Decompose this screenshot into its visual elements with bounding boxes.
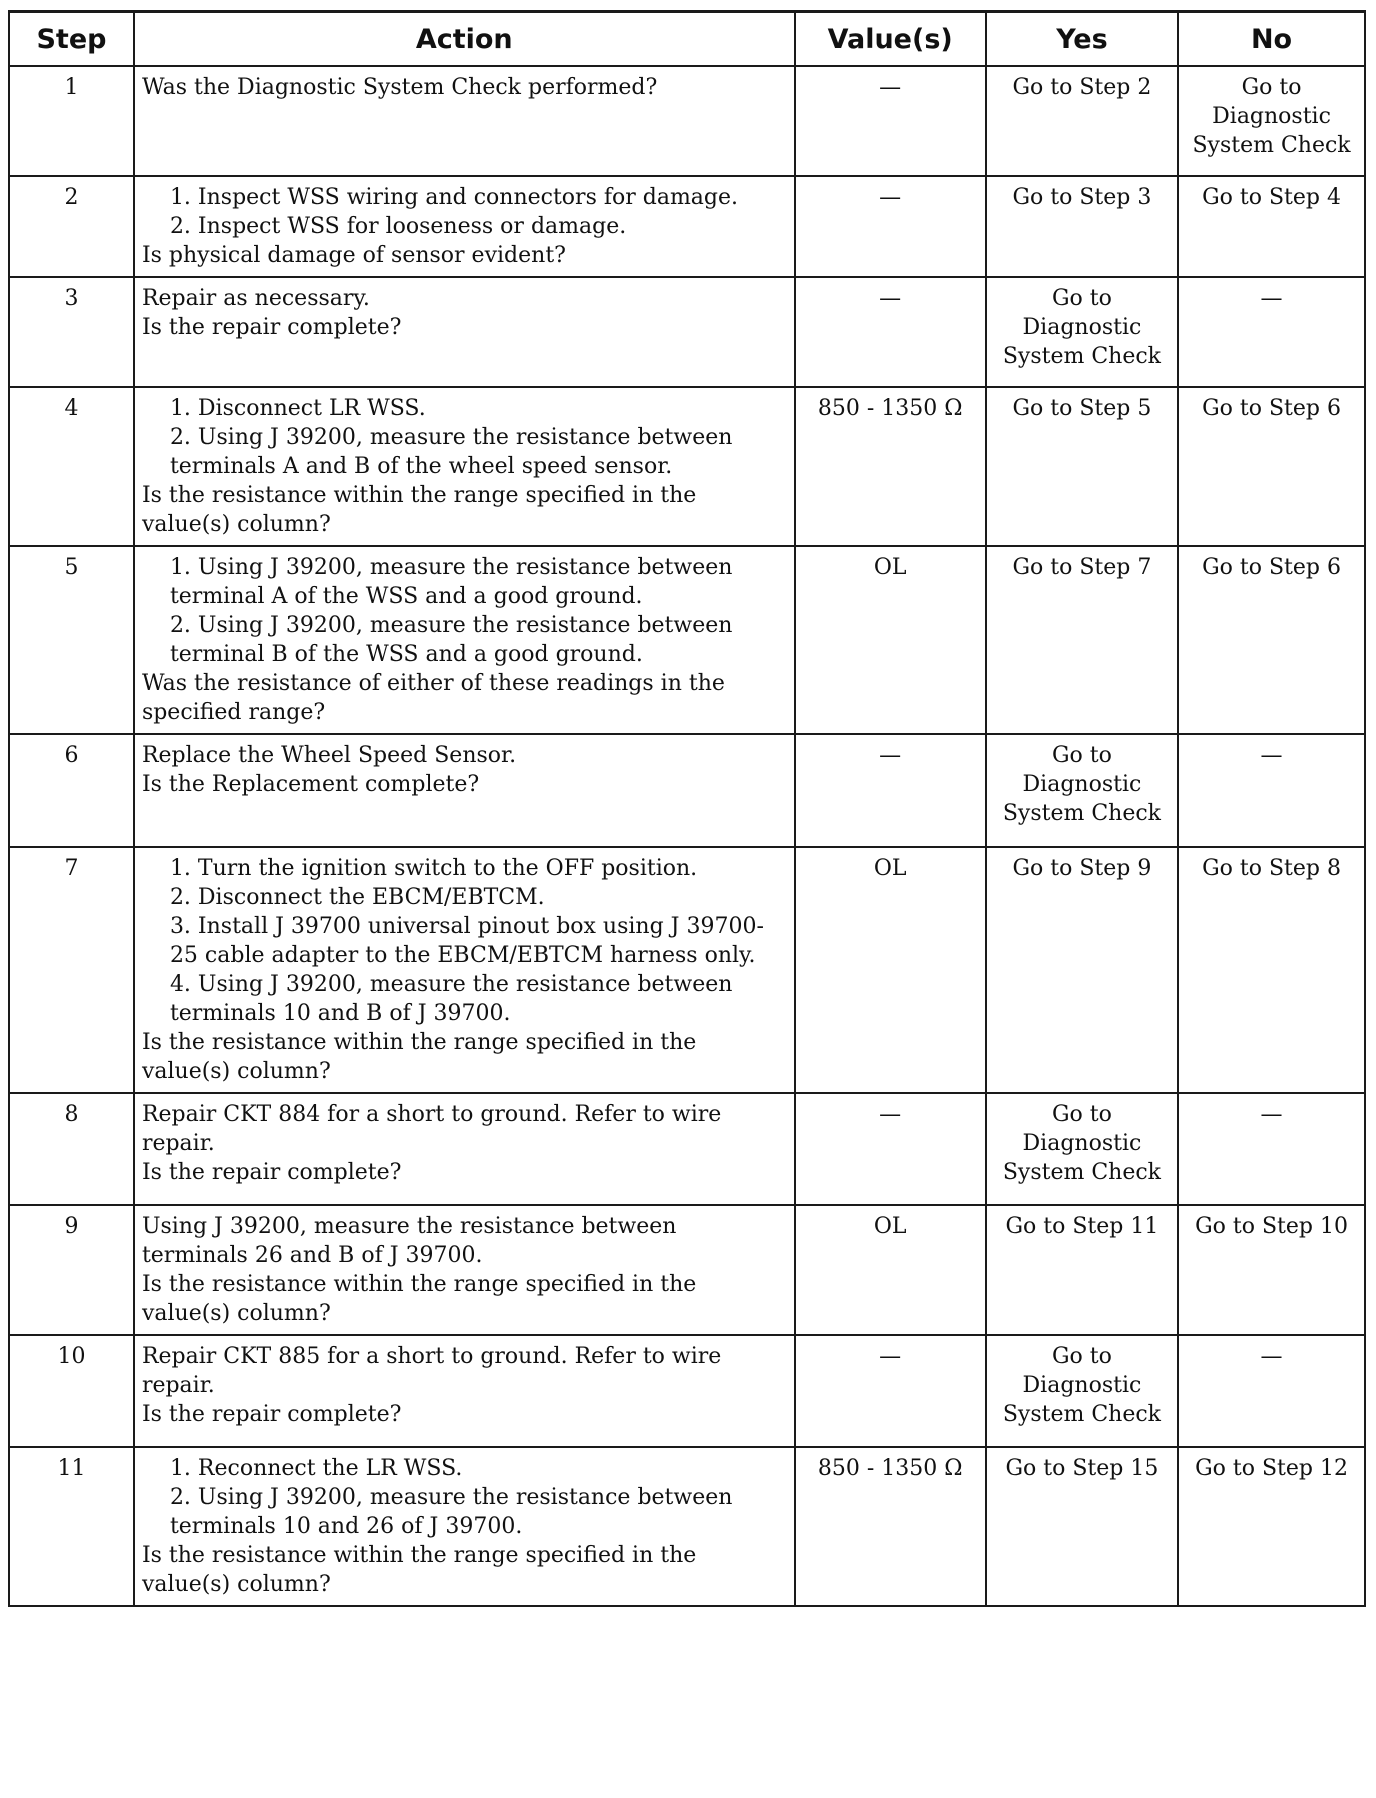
step-number: 1 <box>9 66 134 176</box>
no-cell: Go to Step 12 <box>1178 1447 1365 1606</box>
action-question: Was the Diagnostic System Check performed? <box>141 75 658 100</box>
action-step-item: 1. Reconnect the LR WSS. <box>169 1456 463 1481</box>
action-step-item: 2. Using J 39200, measure the resistance between terminals A and B of the wheel speed sensor. <box>169 425 733 479</box>
value-cell: OL <box>795 847 986 1093</box>
action-step-item: 2. Using J 39200, measure the resistance between terminal B of the WSS and a good ground. <box>169 613 733 667</box>
header-row <box>9 12 1365 67</box>
action-cell <box>134 66 795 176</box>
action-step-item: 1. Using J 39200, measure the resistance between terminal A of the WSS and a good ground. <box>169 555 733 609</box>
action-question: Is the resistance within the range specified in the value(s) column? <box>141 1030 697 1084</box>
action-cell <box>134 1205 795 1335</box>
action-question: Replace the Wheel Speed Sensor. Is the Replacement complete? <box>141 743 517 797</box>
step-number: 11 <box>9 1447 134 1606</box>
step-number: 9 <box>9 1205 134 1335</box>
action-question: Repair CKT 885 for a short to ground. Refer to wire repair. Is the repair complete? <box>141 1344 722 1427</box>
action-step-item: 4. Using J 39200, measure the resistance between terminals 10 and B of J 39700. <box>169 972 733 1026</box>
value-cell: 850 - 1350 Ω <box>795 387 986 546</box>
step-number: 5 <box>9 546 134 734</box>
no-cell: — <box>1178 1335 1365 1447</box>
no-cell: Go to Diagnostic System Check <box>1178 66 1365 176</box>
step-number: 7 <box>9 847 134 1093</box>
value-cell: — <box>795 734 986 847</box>
step-number: 10 <box>9 1335 134 1447</box>
action-step-item: 1. Inspect WSS wiring and connectors for damage. <box>169 185 739 210</box>
header-yes: Yes <box>986 12 1178 67</box>
action-step-item: 1. Turn the ignition switch to the OFF position. <box>169 856 698 881</box>
action-cell <box>134 847 795 1093</box>
no-cell: — <box>1178 277 1365 387</box>
action-cell <box>134 1093 795 1205</box>
value-cell: — <box>795 1335 986 1447</box>
table-row <box>9 1447 1365 1606</box>
action-step-item: 3. Install J 39700 universal pinout box using J 39700-25 cable adapter to the EBCM/EBTCM harness only. <box>169 914 764 968</box>
no-cell: Go to Step 6 <box>1178 387 1365 546</box>
value-cell: OL <box>795 1205 986 1335</box>
no-cell: Go to Step 4 <box>1178 176 1365 277</box>
no-cell: Go to Step 8 <box>1178 847 1365 1093</box>
action-question: Is the resistance within the range specified in the value(s) column? <box>141 1543 697 1597</box>
value-cell: — <box>795 277 986 387</box>
table-row <box>9 847 1365 1093</box>
yes-cell: Go to Step 3 <box>986 176 1178 277</box>
yes-cell: Go to Step 15 <box>986 1447 1178 1606</box>
no-cell: Go to Step 6 <box>1178 546 1365 734</box>
yes-cell: Go to Diagnostic System Check <box>986 1093 1178 1205</box>
table-row <box>9 1335 1365 1447</box>
value-cell: 850 - 1350 Ω <box>795 1447 986 1606</box>
action-step-item: 1. Disconnect LR WSS. <box>169 396 426 421</box>
action-cell <box>134 734 795 847</box>
step-number: 4 <box>9 387 134 546</box>
action-question: Is physical damage of sensor evident? <box>141 243 566 268</box>
step-number: 6 <box>9 734 134 847</box>
step-number: 2 <box>9 176 134 277</box>
value-cell: OL <box>795 546 986 734</box>
header-no: No <box>1178 12 1365 67</box>
step-number: 8 <box>9 1093 134 1205</box>
value-cell: — <box>795 1093 986 1205</box>
action-cell <box>134 1447 795 1606</box>
table-row <box>9 734 1365 847</box>
action-question: Was the resistance of either of these readings in the specified range? <box>141 671 725 725</box>
action-cell <box>134 546 795 734</box>
step-number: 3 <box>9 277 134 387</box>
table-row <box>9 66 1365 176</box>
action-question: Is the resistance within the range specified in the value(s) column? <box>141 483 697 537</box>
header-action: Action <box>134 12 795 67</box>
yes-cell: Go to Step 7 <box>986 546 1178 734</box>
yes-cell: Go to Step 9 <box>986 847 1178 1093</box>
table-row <box>9 1205 1365 1335</box>
action-cell <box>134 277 795 387</box>
table-row <box>9 1093 1365 1205</box>
yes-cell: Go to Step 5 <box>986 387 1178 546</box>
action-cell <box>134 176 795 277</box>
value-cell: — <box>795 176 986 277</box>
header-values: Value(s) <box>795 12 986 67</box>
table-row <box>9 277 1365 387</box>
diagnostic-table <box>8 10 1366 1607</box>
action-question: Repair CKT 884 for a short to ground. Refer to wire repair. Is the repair complete? <box>141 1102 722 1185</box>
action-step-item: 2. Using J 39200, measure the resistance between terminals 10 and 26 of J 39700. <box>169 1485 733 1539</box>
no-cell: — <box>1178 1093 1365 1205</box>
yes-cell: Go to Step 2 <box>986 66 1178 176</box>
action-question: Using J 39200, measure the resistance between terminals 26 and B of J 39700. Is the resistance within the range specified in the value(s) column? <box>141 1214 697 1326</box>
header-step: Step <box>9 12 134 67</box>
yes-cell: Go to Diagnostic System Check <box>986 277 1178 387</box>
action-question: Repair as necessary. Is the repair complete? <box>141 286 402 340</box>
yes-cell: Go to Diagnostic System Check <box>986 1335 1178 1447</box>
no-cell: Go to Step 10 <box>1178 1205 1365 1335</box>
yes-cell: Go to Step 11 <box>986 1205 1178 1335</box>
action-cell <box>134 387 795 546</box>
table-row <box>9 387 1365 546</box>
action-step-item: 2. Disconnect the EBCM/EBTCM. <box>169 885 545 910</box>
action-step-item: 2. Inspect WSS for looseness or damage. <box>169 214 627 239</box>
action-cell <box>134 1335 795 1447</box>
table-row <box>9 546 1365 734</box>
yes-cell: Go to Diagnostic System Check <box>986 734 1178 847</box>
table-row <box>9 176 1365 277</box>
no-cell: — <box>1178 734 1365 847</box>
value-cell: — <box>795 66 986 176</box>
